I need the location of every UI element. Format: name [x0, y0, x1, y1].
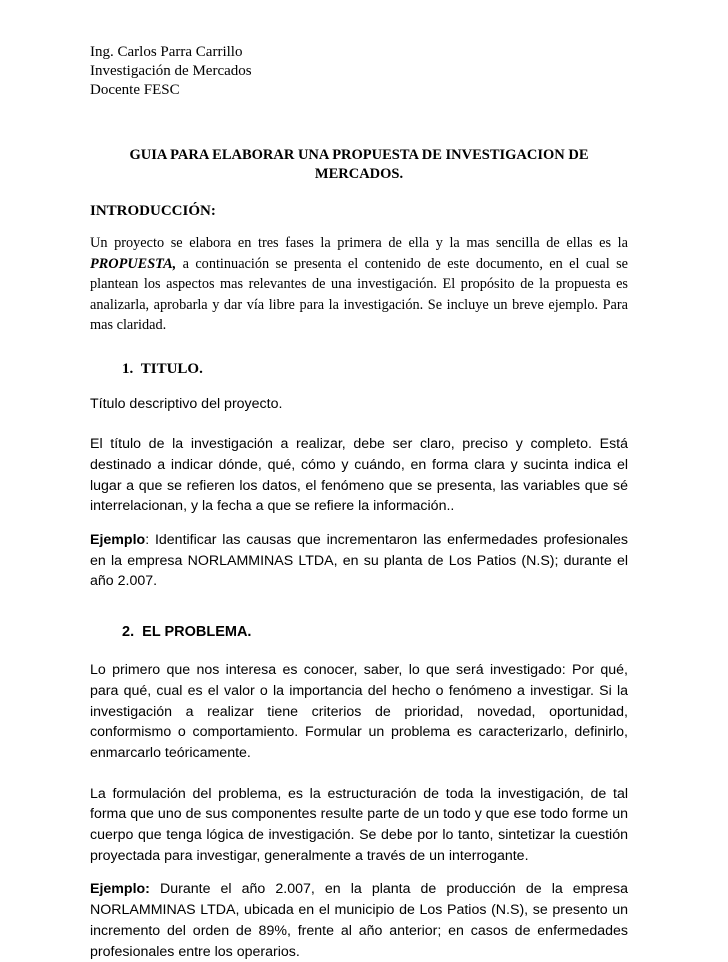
section-2-number: 2. — [122, 624, 135, 641]
section-1-example-label: Ejemplo — [90, 532, 146, 549]
section-2-example-label: Ejemplo: — [90, 881, 150, 898]
document-title: GUIA PARA ELABORAR UNA PROPUESTA DE INVESTIGACION DE MERCADOS. — [129, 147, 589, 182]
section-2-paragraph-2: La formulación del problema, es la estructuración de toda la investigación, de tal forma que uno de sus componentes resulte parte de un todo y que ese todo forme un cuerpo que tenga lógica de investigación. Se debe por lo tanto, sintetizar la cuestión proyectada para investigar, generalmente a través de un interrogante. — [90, 785, 628, 864]
introduction-heading: INTRODUCCIÓN: — [90, 203, 216, 219]
introduction-text-before: Un proyecto se elabora en tres fases la primera de ella y la mas sencilla de ellas es la — [90, 235, 628, 251]
section-1-heading — [122, 360, 628, 379]
section-2-example-text: Durante el año 2.007, en la planta de producción de la empresa NORLAMMINAS LTDA, ubicada en el municipio de Los Patios (N.S), se presento un incremento del orden de 89%, frente al año anterior; en casos de enfermedades profesionales entre los operarios. — [90, 881, 628, 960]
introduction-emphasis: PROPUESTA, — [90, 255, 177, 272]
section-1-number: 1. — [122, 360, 134, 377]
document-page — [90, 43, 628, 962]
author-role: Docente FESC — [90, 82, 180, 98]
section-1-paragraph-1: Título descriptivo del proyecto. — [90, 395, 283, 412]
section-2-paragraph-1: Lo primero que nos interesa es conocer, saber, lo que será investigado: Por qué, para qué, cual es el valor o la importancia del hecho o fenómeno a investigar. Si la investigación a realizar tiene criterios de prioridad, novedad, oportunidad, conformismo o comportamiento. Formular un problema es caracterizarlo, definirlo, enmarcarlo teóricamente. — [90, 662, 628, 761]
introduction-paragraph — [90, 233, 628, 336]
section-1-example — [90, 530, 628, 592]
introduction-text-after: a continuación se presenta el contenido de este documento, en el cual se plantean los aspectos mas relevantes de una investigación. El propósito de la propuesta es analizarla, aprobarla y dar vía libre para la investigación. Se incluye un breve ejemplo. Para mas claridad. — [90, 255, 628, 333]
section-2-title: EL PROBLEMA. — [142, 624, 252, 641]
section-2-example — [90, 879, 628, 962]
section-2-heading — [122, 623, 628, 642]
section-1-paragraph-2: El título de la investigación a realizar, debe ser claro, preciso y completo. Está destinado a indicar dónde, qué, cómo y cuándo, en forma clara y sucinta indica el lugar a que se refieren los datos, el fenómeno que se presenta, las variables que sé interrelacionan, y la fecha a que se refiere la información.. — [90, 436, 628, 515]
course-name: Investigación de Mercados — [90, 63, 252, 79]
author-name: Ing. Carlos Parra Carrillo — [90, 44, 243, 60]
section-1-example-text: : Identificar las causas que incrementaron las enfermedades profesionales en la empresa NORLAMMINAS LTDA, en su planta de Los Patios (N.S); durante el año 2.007. — [90, 532, 628, 590]
section-1-title: TITULO. — [140, 360, 203, 377]
